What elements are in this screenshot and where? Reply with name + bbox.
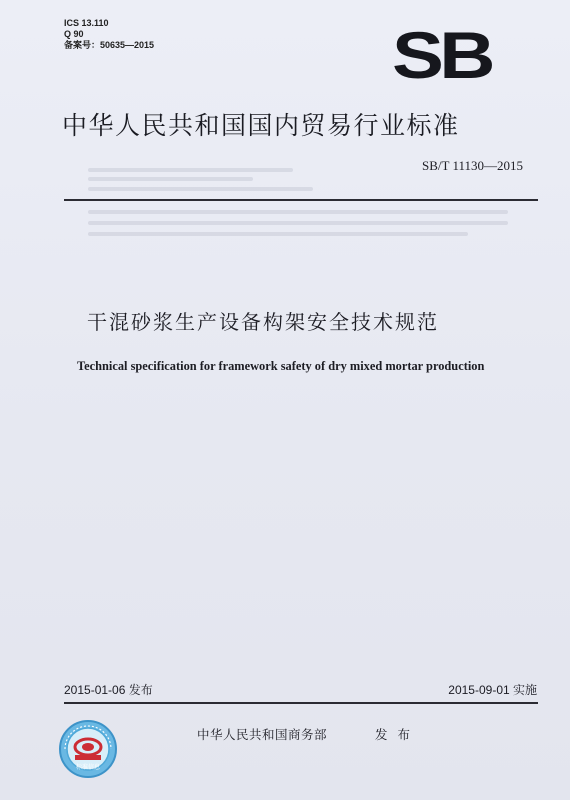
anti-counterfeit-seal [58,719,118,779]
issue-date: 2015-01-06 发布 [64,683,153,697]
standard-code: SB/T 11130—2015 [421,158,523,173]
class-code: Q 90 [64,29,84,39]
bleed-through-line [88,187,313,191]
header-divider [64,199,538,201]
bleed-through-line [88,168,293,172]
bleed-through-line [88,210,508,214]
classification-block [64,18,154,51]
bleed-through-line [88,232,468,236]
standard-category: 中华人民共和国国内贸易行业标准 [62,111,460,140]
ics-code: ICS 13.110 [64,18,109,28]
bleed-through-line [88,177,253,181]
seal-graphic [58,719,118,779]
publisher-name: 中华人民共和国商务部 [197,727,328,742]
seal-caption: 标准信息 [75,764,101,771]
title-chinese: 干混砂浆生产设备构架安全技术规范 [87,310,439,334]
title-english: Technical specification for framework safety of dry mixed mortar production [77,359,485,373]
record-number: 备案号：50635—2015 [64,40,155,50]
bleed-through-line [88,221,508,225]
sb-logo: SB [392,18,491,92]
publish-action: 发 布 [375,727,413,742]
effective-date: 2015-09-01 实施 [448,683,537,697]
footer-divider [64,702,538,704]
